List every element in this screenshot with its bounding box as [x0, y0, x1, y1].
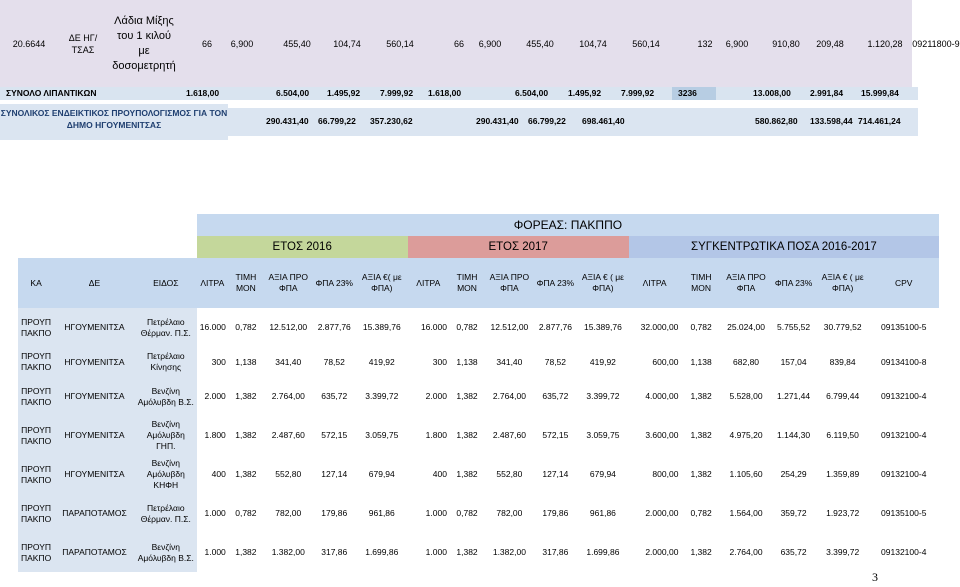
table-cell: 679,94	[368, 469, 395, 479]
table-cell: 254,29	[780, 469, 807, 479]
table-cell: 1.000	[204, 508, 226, 518]
top-row	[0, 0, 960, 87]
table-cell: 635,72	[321, 391, 348, 401]
table-cell: ΠΑΡΑΠΟΤΑΜΟΣ	[54, 494, 135, 533]
column-header: ΑΞΙΑ ΠΡΟ ΦΠΑ	[489, 272, 530, 293]
table-cell: ΗΓΟΥΜΕΝΙΤΣΑ	[54, 347, 135, 377]
table-cell: 961,86	[368, 508, 395, 518]
column-header: ΦΠΑ 23%	[536, 277, 575, 288]
table-cell: 179,86	[542, 508, 569, 518]
total-label: ΣΥΝΟΛΟ ΛΙΠΑΝΤΙΚΩΝ	[6, 88, 97, 98]
table-row	[18, 377, 939, 416]
table-cell: 317,86	[542, 547, 569, 557]
table-cell: 839,84	[829, 356, 856, 367]
table-cell: 1.699,86	[586, 547, 620, 557]
table-cell: 1.271,44	[777, 391, 811, 401]
table-cell: 800,00	[652, 469, 679, 479]
table-cell: 1,382	[690, 469, 712, 479]
table-cell: 2.000	[204, 391, 226, 401]
table-cell: 2.877,76	[317, 322, 351, 332]
table-body	[18, 308, 939, 572]
column-header: ΑΞΙΑ €( με ΦΠΑ)	[361, 272, 402, 293]
column-header: ΕΙΔΟΣ	[153, 277, 179, 288]
table-cell: 1,382	[235, 430, 257, 440]
table-cell: ΠΡΟΥΠ ΠΑΚΠΟ	[18, 494, 54, 533]
top-value: 209,48	[816, 38, 844, 49]
table-cell: 0,782	[456, 508, 478, 518]
page-number: 3	[872, 570, 878, 584]
top-value: 455,40	[526, 38, 554, 49]
column-header: ΑΞΙΑ ΠΡΟ ΦΠΑ	[268, 272, 309, 293]
table-cell: 552,80	[496, 469, 523, 479]
table-cell: 127,14	[542, 469, 569, 479]
indicative-value: 357.230,62	[370, 116, 413, 126]
table-cell: 782,00	[496, 508, 523, 518]
table-cell: 2.877,76	[538, 322, 572, 332]
table-cell: 3.059,75	[586, 430, 620, 440]
fuel-budget-table	[18, 214, 939, 572]
column-header: ΤΙΜΗ ΜΟΝ	[690, 272, 712, 293]
table-cell: 2.764,00	[729, 547, 763, 557]
table-cell: ΗΓΟΥΜΕΝΙΤΣΑ	[54, 377, 135, 416]
table-cell: 16.000	[420, 322, 447, 332]
top-value: 104,74	[579, 38, 607, 49]
total-value: 6.504,00	[276, 88, 310, 98]
indicative-value: 580.862,80	[755, 116, 798, 126]
top-value: 560,14	[632, 38, 660, 49]
table-row	[18, 494, 939, 533]
indicative-value: 714.461,24	[858, 116, 901, 126]
table-cell: 1.000	[204, 547, 226, 557]
table-cell: 09134100-8	[881, 356, 927, 367]
table-cell: 32.000,00	[640, 322, 679, 332]
top-value: 455,40	[283, 38, 311, 49]
table-cell: 1,382	[456, 469, 478, 479]
total-bar	[0, 87, 918, 100]
top-value: 6,900	[478, 38, 502, 49]
table-cell: 09135100-5	[881, 508, 927, 518]
column-header: ΤΙΜΗ ΜΟΝ	[235, 272, 257, 293]
table-cell: 300	[211, 356, 226, 367]
table-cell: 4.975,20	[729, 430, 763, 440]
table-cell: 2.764,00	[271, 391, 305, 401]
table-cell: 1.359,89	[826, 469, 860, 479]
table-cell: 0,782	[456, 322, 478, 332]
table-cell: 09135100-5	[881, 322, 927, 332]
total-value: 3236	[672, 87, 716, 100]
table-cell: 1.923,72	[826, 508, 860, 518]
table-cell: 157,04	[780, 356, 807, 367]
top-item: Λάδια Μίξης του 1 κιλού με δοσομετρητή	[112, 14, 176, 72]
table-cell: ΠΡΟΥΠ ΠΑΚΠΟ	[18, 377, 54, 416]
top-value: 104,74	[333, 38, 361, 49]
column-header-row	[18, 258, 939, 308]
table-cell: 1,382	[235, 391, 257, 401]
top-value: 560,14	[386, 38, 414, 49]
table-cell: ΠΡΟΥΠ ΠΑΚΠΟ	[18, 455, 54, 494]
total-value: 13.008,00	[753, 88, 791, 98]
top-value: 6,900	[725, 38, 749, 49]
table-row	[18, 455, 939, 494]
year-2017-heading: ΕΤΟΣ 2017	[408, 236, 629, 258]
column-header: ΑΞΙΑ ΠΡΟ ΦΠΑ	[726, 272, 766, 293]
total-value: 7.999,92	[621, 88, 655, 98]
table-cell: 0,782	[690, 508, 712, 518]
table-cell: 1.800	[425, 430, 447, 440]
column-header: ΦΠΑ 23%	[774, 277, 813, 288]
table-cell: 679,94	[589, 469, 616, 479]
table-cell: Βενζίνη Αμόλυβδη Β.Σ.	[135, 533, 197, 572]
table-cell: 1,138	[456, 356, 478, 367]
table-cell: ΠΑΡΑΠΟΤΑΜΟΣ	[54, 533, 135, 572]
column-header: ΤΙΜΗ ΜΟΝ	[456, 272, 478, 293]
table-cell: 682,80	[733, 356, 760, 367]
table-cell: 1,382	[456, 547, 478, 557]
top-value: 66	[201, 38, 212, 49]
table-cell: 3.399,72	[365, 391, 399, 401]
indicative-value: 290.431,40	[476, 116, 519, 126]
table-cell: Βενζίνη Αμόλυβδη ΚΗΦΗ	[135, 455, 197, 494]
table-cell: 1.000	[425, 508, 447, 518]
table-cell: 25.024,00	[727, 322, 765, 332]
table-cell: 782,00	[275, 508, 302, 518]
table-cell: 1,382	[690, 391, 712, 401]
table-cell: Πετρέλαιο Θέρμαν. Π.Σ.	[135, 308, 197, 347]
table-cell: 09132100-4	[881, 391, 927, 401]
table-cell: 15.389,76	[584, 322, 622, 332]
column-header: ΑΞΙΑ € ( με ΦΠΑ)	[581, 272, 624, 293]
table-cell: 400	[432, 469, 447, 479]
table-cell: 3.399,72	[586, 391, 620, 401]
column-header: ΛΙΤΡΑ	[200, 277, 225, 288]
indicative-value: 66.799,22	[528, 116, 566, 126]
table-cell: 0,782	[235, 508, 257, 518]
table-cell: 3.399,72	[826, 547, 860, 557]
table-cell: 317,86	[321, 547, 348, 557]
table-cell: ΠΡΟΥΠ ΠΑΚΠΟ	[18, 533, 54, 572]
table-cell: 15.389,76	[362, 322, 401, 332]
table-cell: Βενζίνη Αμόλυβδη ΓΗΠ.	[135, 416, 197, 455]
table-cell: 6.799,44	[826, 391, 860, 401]
indicative-value: 66.799,22	[318, 116, 356, 126]
table-cell: 419,92	[368, 356, 395, 367]
table-cell: 400	[211, 469, 226, 479]
total-value: 1.495,92	[568, 88, 602, 98]
column-header: CPV	[895, 277, 913, 288]
table-cell: 359,72	[780, 508, 807, 518]
table-cell: ΠΡΟΥΠ ΠΑΚΠΟ	[18, 416, 54, 455]
top-value: 910,80	[772, 38, 800, 49]
table-cell: 1.105,60	[729, 469, 763, 479]
table-cell: 30.779,52	[823, 322, 862, 332]
table-cell: 419,92	[589, 356, 616, 367]
table-cell: Πετρέλαιο Κίνησης	[135, 347, 197, 377]
top-value: 1.120,28	[867, 38, 903, 49]
indicative-bar	[0, 104, 918, 137]
table-cell: 2.000,00	[645, 547, 679, 557]
year-2016-heading: ΕΤΟΣ 2016	[197, 236, 408, 258]
table-cell: Βενζίνη Αμόλυβδη Β.Σ.	[135, 377, 197, 416]
total-value: 1.618,00	[186, 88, 220, 98]
table-cell: ΠΡΟΥΠ ΠΑΚΠΟ	[18, 347, 54, 377]
table-row	[18, 416, 939, 455]
table-cell: 6.119,50	[826, 430, 859, 440]
total-value: 6.504,00	[515, 88, 549, 98]
table-cell: 4.000,00	[645, 391, 679, 401]
table-cell: 1,138	[235, 356, 257, 367]
column-header: ΛΙΤΡΑ	[642, 277, 667, 288]
indicative-value: 290.431,40	[266, 116, 309, 126]
table-cell: 2.000	[425, 391, 447, 401]
total-value: 1.495,92	[327, 88, 361, 98]
table-cell: 1.800	[204, 430, 226, 440]
table-cell: 1,382	[456, 430, 478, 440]
table-cell: 961,86	[589, 508, 616, 518]
table-title: ΦΟΡΕΑΣ: ΠΑΚΠΠΟ	[197, 214, 939, 236]
table-cell: 2.000,00	[645, 508, 679, 518]
table-cell: 2.764,00	[492, 391, 526, 401]
table-cell: 2.487,60	[271, 430, 305, 440]
top-value: 6,900	[230, 38, 254, 49]
table-cell: 1,382	[235, 469, 257, 479]
column-header: ΦΠΑ 23%	[315, 277, 353, 288]
column-header: ΛΙΤΡΑ	[416, 277, 441, 288]
table-cell: 1,382	[690, 547, 712, 557]
top-value: 66	[453, 38, 464, 49]
table-cell: 635,72	[542, 391, 569, 401]
table-cell: 1.699,86	[365, 547, 399, 557]
table-cell: 341,40	[496, 356, 523, 367]
table-cell: ΗΓΟΥΜΕΝΙΤΣΑ	[54, 455, 135, 494]
table-cell: 552,80	[275, 469, 302, 479]
table-cell: 1.382,00	[271, 547, 305, 557]
summary-heading: ΣΥΓΚΕΝΤΡΩΤΙΚΑ ΠΟΣΑ 2016-2017	[629, 236, 939, 258]
table-cell: 179,86	[321, 508, 348, 518]
table-cell: 1.564,00	[729, 508, 763, 518]
table-cell: 0,782	[690, 322, 712, 332]
column-header: ΚΑ	[30, 277, 42, 288]
indicative-value: 133.598,44	[810, 116, 853, 126]
table-cell: ΗΓΟΥΜΕΝΙΤΣΑ	[54, 416, 135, 455]
table-cell: 1,382	[235, 547, 257, 557]
table-cell: 1.144,30	[777, 430, 811, 440]
indicative-value: 698.461,40	[582, 116, 625, 126]
total-value: 15.999,84	[861, 88, 899, 98]
table-cell: 572,15	[542, 430, 569, 440]
top-de: ΔΕ ΗΓ/ΤΣΑΣ	[68, 32, 98, 55]
table-cell: 1,138	[690, 356, 712, 367]
table-row	[18, 347, 939, 377]
table-cell: 78,52	[544, 356, 567, 367]
table-cell: ΠΡΟΥΠ ΠΑΚΠΟ	[18, 308, 54, 347]
table-cell: 1,382	[456, 391, 478, 401]
column-header: ΑΞΙΑ € ( με ΦΠΑ)	[821, 272, 864, 293]
table-cell: 2.487,60	[492, 430, 526, 440]
table-cell: Πετρέλαιο Θέρμαν. Π.Σ.	[135, 494, 197, 533]
table-cell: 1.000	[425, 547, 447, 557]
table-cell: 0,782	[235, 322, 257, 332]
table-cell: 341,40	[275, 356, 302, 367]
table-cell: 09132100-4	[881, 547, 927, 557]
table-row	[18, 533, 939, 572]
total-value: 7.999,92	[380, 88, 414, 98]
total-value: 2.991,84	[810, 88, 844, 98]
indicative-label: ΣΥΝΟΛΙΚΟΣ ΕΝΔΕΙΚΤΙΚΟΣ ΠΡΟΥΠΟΛΟΓΙΣΜΟΣ ΓΙΑ ΤΟΝ ΔΗΜΟ ΗΓΟΥΜΕΝΙΤΣΑΣ	[0, 104, 228, 140]
table-cell: 3.059,75	[365, 430, 399, 440]
table-cell: ΗΓΟΥΜΕΝΙΤΣΑ	[54, 308, 135, 347]
table-row	[18, 308, 939, 347]
table-cell: 300	[432, 356, 447, 367]
table-cell: 1,382	[690, 430, 712, 440]
table-cell: 600,00	[652, 356, 679, 367]
table-cell: 635,72	[780, 547, 807, 557]
table-cell: 12.512,00	[490, 322, 529, 332]
column-header: ΔΕ	[88, 277, 101, 288]
table-cell: 127,14	[321, 469, 348, 479]
table-cell: 1.382,00	[492, 547, 526, 557]
table-cell: 16.000	[199, 322, 226, 332]
table-cell: 5.755,52	[777, 322, 811, 332]
top-value: 132	[697, 38, 713, 49]
top-code: 20.6644	[12, 38, 46, 49]
table-cell: 12.512,00	[269, 322, 308, 332]
top-cpv: 09211800-9	[912, 0, 960, 87]
table-cell: 09132100-4	[881, 469, 927, 479]
table-cell: 78,52	[323, 356, 345, 367]
table-cell: 3.600,00	[645, 430, 679, 440]
table-cell: 5.528,00	[729, 391, 763, 401]
table-cell: 572,15	[321, 430, 348, 440]
total-value: 1.618,00	[428, 88, 462, 98]
table-cell: 09132100-4	[881, 430, 927, 440]
